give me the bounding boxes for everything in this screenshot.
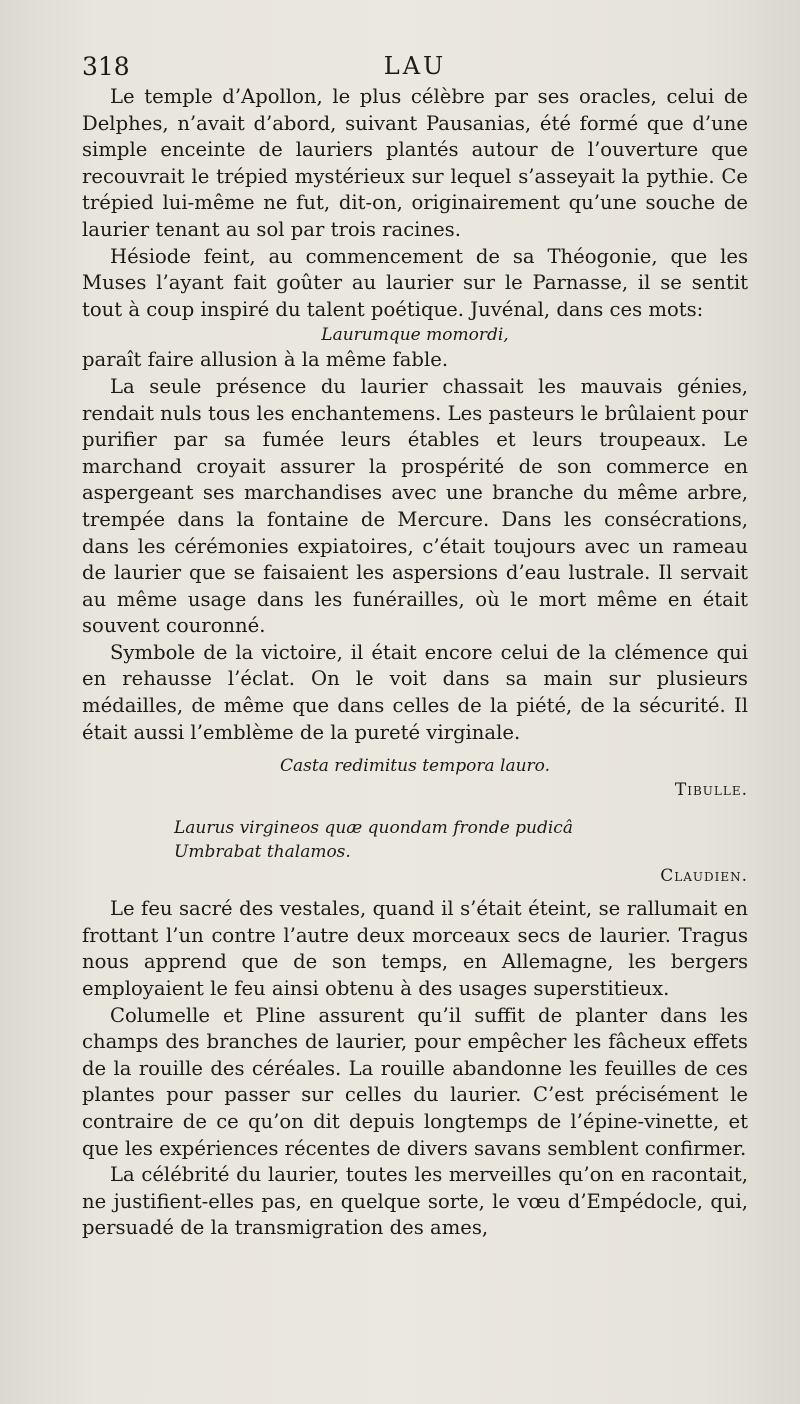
- quote-claudien-line-2: Umbrabat thalamos.: [174, 842, 351, 863]
- paragraph-symbole-victoire: Symbole de la victoire, il était encore celui de la clémence qui en rehausse l’éclat. On le voit dans sa main sur plusieurs médailles, de même que dans celles de la piété, de la sécurité. Il était aussi l’emblème de la pureté virginale.: [82, 640, 748, 744]
- paragraph-hesiode-continuation: paraît faire allusion à la même fable.: [82, 348, 449, 372]
- paragraph-feu-sacre: Le feu sacré des vestales, quand il s’était éteint, se rallumait en frottant l’un contre l’autre deux morceaux secs de laurier. Tragus nous apprend que de son temps, en Allemagne, les bergers employaient le feu ainsi obtenu à des usages superstitieux.: [82, 897, 748, 1001]
- quote-juvenal: Laurumque momordi,: [321, 325, 509, 346]
- paragraph-presence-laurier: La seule présence du laurier chassait les mauvais génies, rendait nuls tous les enchantemens. Les pasteurs le brûlaient pour purifier par sa fumée leurs étables et leurs troupeaux. Le marchand croyait assurer la prospérité de son commerce en aspergeant ses marchandises avec une branche du même arbre, trempée dans la fontaine de Mercure. Dans les consécrations, dans les cérémonies expiatoires, c’était toujours avec un rameau de laurier que se faisaient les aspersions d’eau lustrale. Il servait au même usage dans les funérailles, où le mort même en était souvent couronné.: [82, 374, 748, 638]
- body-text: [82, 84, 748, 1242]
- paragraph-columelle-pline: Columelle et Pline assurent qu’il suffit de planter dans les champs des branches de laurier, pour empêcher les fâcheux effets de la rouille des céréales. La rouille abandonne les feuilles de ces plantes pour passer sur celles du laurier. C’est précisément le contraire de ce qu’on dit depuis longtemps de l’épine-vinette, et que les expériences récentes de divers savans semblent confirmer.: [82, 1003, 748, 1160]
- paragraph-temple-apollon: Le temple d’Apollon, le plus célèbre par ses oracles, celui de Delphes, n’avait d’abord, suivant Pausanias, été formé que d’une simple enceinte de lauriers plantés autour de l’ouverture que recouvrait le trépied mystérieux sur lequel s’asseyait la pythie. Ce trépied lui-même ne fut, dit-on, originairement qu’une souche de laurier tenant au sol par trois racines.: [82, 85, 748, 241]
- page-number: 318: [82, 52, 130, 81]
- quote-claudien-line-1: Laurus virgineos quæ quondam fronde pudicâ: [174, 818, 573, 839]
- paragraph-hesiode: Hésiode feint, au commencement de sa Théogonie, que les Muses l’ayant fait goûter au laurier sur le Parnasse, il se sentit tout à coup inspiré du talent poétique. Juvénal, dans ces mots:: [82, 244, 748, 321]
- paragraph-celebrite-laurier: La célébrité du laurier, toutes les merveilles qu’on en racontait, ne justifient-elles pas, en quelque sorte, le vœu d’Empédocle, qui, persuadé de la transmigration des ames,: [82, 1163, 748, 1240]
- quote-author-tibulle: Tibulle.: [674, 780, 748, 801]
- quote-tibulle: Casta redimitus tempora lauro.: [280, 756, 550, 777]
- quote-author-claudien: Claudien.: [660, 866, 748, 887]
- running-head: LAU: [383, 52, 447, 80]
